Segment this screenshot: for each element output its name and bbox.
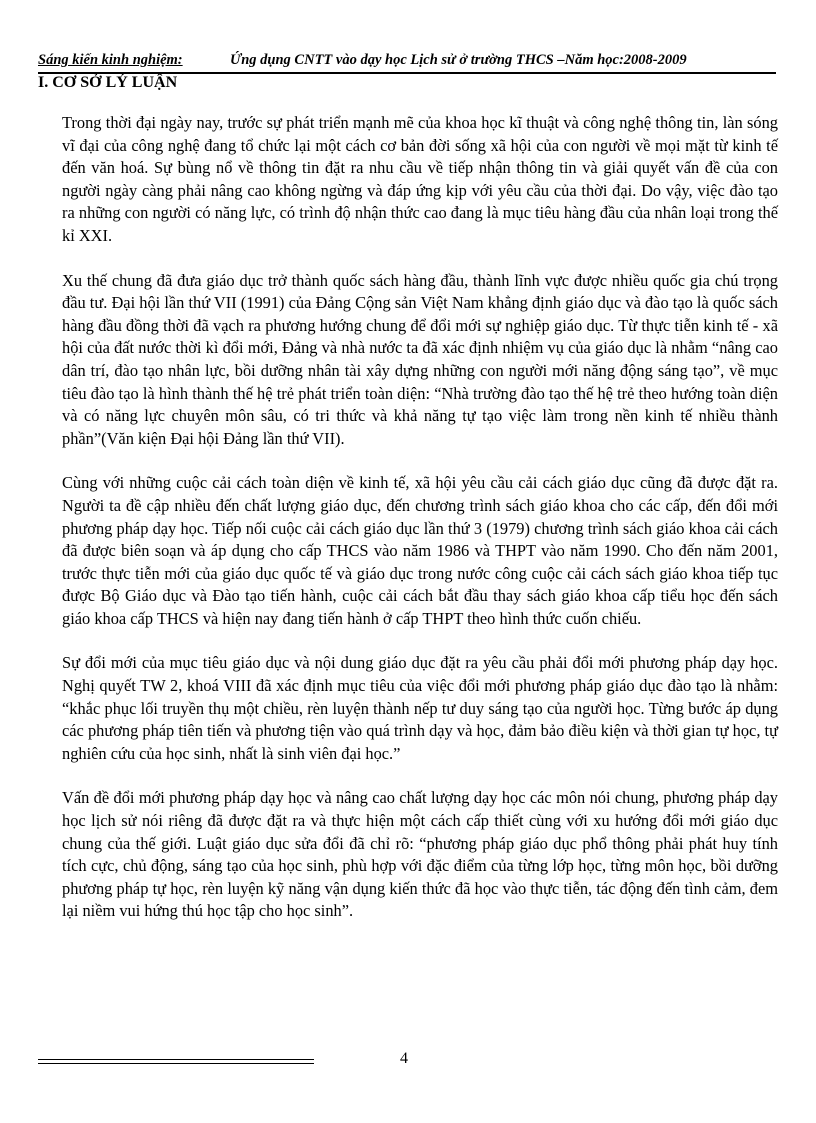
footer-rule	[38, 1059, 314, 1064]
header-label: Sáng kiến kinh nghiệm:	[38, 52, 183, 68]
paragraph: Cùng với những cuộc cải cách toàn diện về kinh tế, xã hội yêu cầu cải cách giáo dục cũng đã được đặt ra. Người ta đề cập nhiều đến chất lượng giáo dục, đến chương trình sách giáo khoa cho các cấp, đến đổi mới phương pháp dạy học. Tiếp nối cuộc cải cách giáo dục lần thứ 3 (1979) chương trình sách giáo khoa cải cách đã được biên soạn và áp dụng cho cấp THCS vào năm 1986 và THPT vào năm 1990. Cho đến năm 2001, trước thực tiễn mới của giáo dục quốc tế và giáo dục trong nước công cuộc cải cách sách giáo khoa tiếp tục được Bộ Giáo dục và Đào tạo tiến hành, cuộc cải cách bắt đầu thay sách giáo khoa cấp tiểu học đến sách giáo khoa cấp THCS và hiện nay đang tiến hành ở cấp THPT theo hình thức cuốn chiếu.	[62, 473, 778, 628]
page-header	[38, 52, 776, 74]
page-number: 4	[400, 1050, 408, 1067]
paragraph: Trong thời đại ngày nay, trước sự phát triển mạnh mẽ của khoa học kĩ thuật và công nghệ thông tin, làn sóng vĩ đại của công nghệ đang tổ chức lại một cách cơ bản đời sống xã hội của con người về mọi mặt từ kinh tế đến văn hoá. Sự bùng nổ về thông tin đặt ra nhu cầu về tiếp nhận thông tin và giải quyết vấn đề của con người ngày càng phải nâng cao không ngừng và đáp ứng kịp với yêu cầu của thời đại. Do vậy, việc đào tạo ra những con người có năng lực, có trình độ nhận thức cao đang là mục tiêu hàng đầu của nhân loại trong thế kỉ XXI.	[62, 113, 778, 245]
paragraph: Xu thế chung đã đưa giáo dục trở thành quốc sách hàng đầu, thành lĩnh vực được nhiều quốc gia chú trọng đầu tư. Đại hội lần thứ VII (1991) của Đảng Cộng sản Việt Nam khẳng định giáo dục và đào tạo là quốc sách hàng đầu đồng thời đã vạch ra phương hướng chung để đổi mới sự nghiệp giáo dục. Từ thực tiễn kinh tế - xã hội của đất nước thời kì đổi mới, Đảng và nhà nước ta đã xác định nhiệm vụ của giáo dục là nhằm “nâng cao dân trí, đào tạo nhân lực, bồi dưỡng nhân tài xây dựng những con người mới năng động sáng tạo”, về mục tiêu đào tạo là hình thành thế hệ trẻ phát triển toàn diện: “Nhà trường đào tạo thế hệ trẻ theo hướng toàn diện và có năng lực chuyên môn sâu, có tri thức và khả năng tự tạo việc làm trong nền kinh tế nhiều thành phần”(Văn kiện Đại hội Đảng lần thứ VII).	[62, 270, 778, 448]
paragraph: Vấn đề đổi mới phương pháp dạy học và nâng cao chất lượng dạy học các môn nói chung, phương pháp dạy học lịch sử nói riêng đã được đặt ra và thực hiện một cách cấp thiết cùng với xu hướng đổi mới giáo dục chung của thế giới. Luật giáo dục sửa đổi đã chỉ rõ: “phương pháp giáo dục phổ thông phải phát huy tính tích cực, chủ động, sáng tạo của học sinh, phù hợp với đặc điểm của từng lớp học, từng môn học, bồi dưỡng phương pháp tự học, rèn luyện kỹ năng vận dụng kiến thức đã học vào thực tiễn, tác động đến tình cảm, đem lại niềm vui hứng thú học tập cho học sinh”.	[62, 788, 778, 921]
document-body	[62, 112, 778, 945]
paragraph: Sự đổi mới của mục tiêu giáo dục và nội dung giáo dục đặt ra yêu cầu phải đổi mới phương pháp dạy học. Nghị quyết TW 2, khoá VIII đã xác định mục tiêu của việc đổi mới phương pháp giáo dục đào tạo là nhằm: “khắc phục lối truyền thụ một chiều, rèn luyện thành nếp tư duy sáng tạo của người học. Từng bước áp dụng các phương pháp tiên tiến và phương tiện vào quá trình dạy và học, đảm bảo điều kiện và thời gian tự học, tự nghiên cứu của học sinh, nhất là sinh viên đại học.”	[62, 653, 778, 763]
header-title: Ứng dụng CNTT vào dạy học Lịch sử ở trường THCS –Năm học:2008-2009	[230, 52, 687, 68]
section-title: I. CƠ SỞ LÝ LUẬN	[38, 74, 178, 91]
